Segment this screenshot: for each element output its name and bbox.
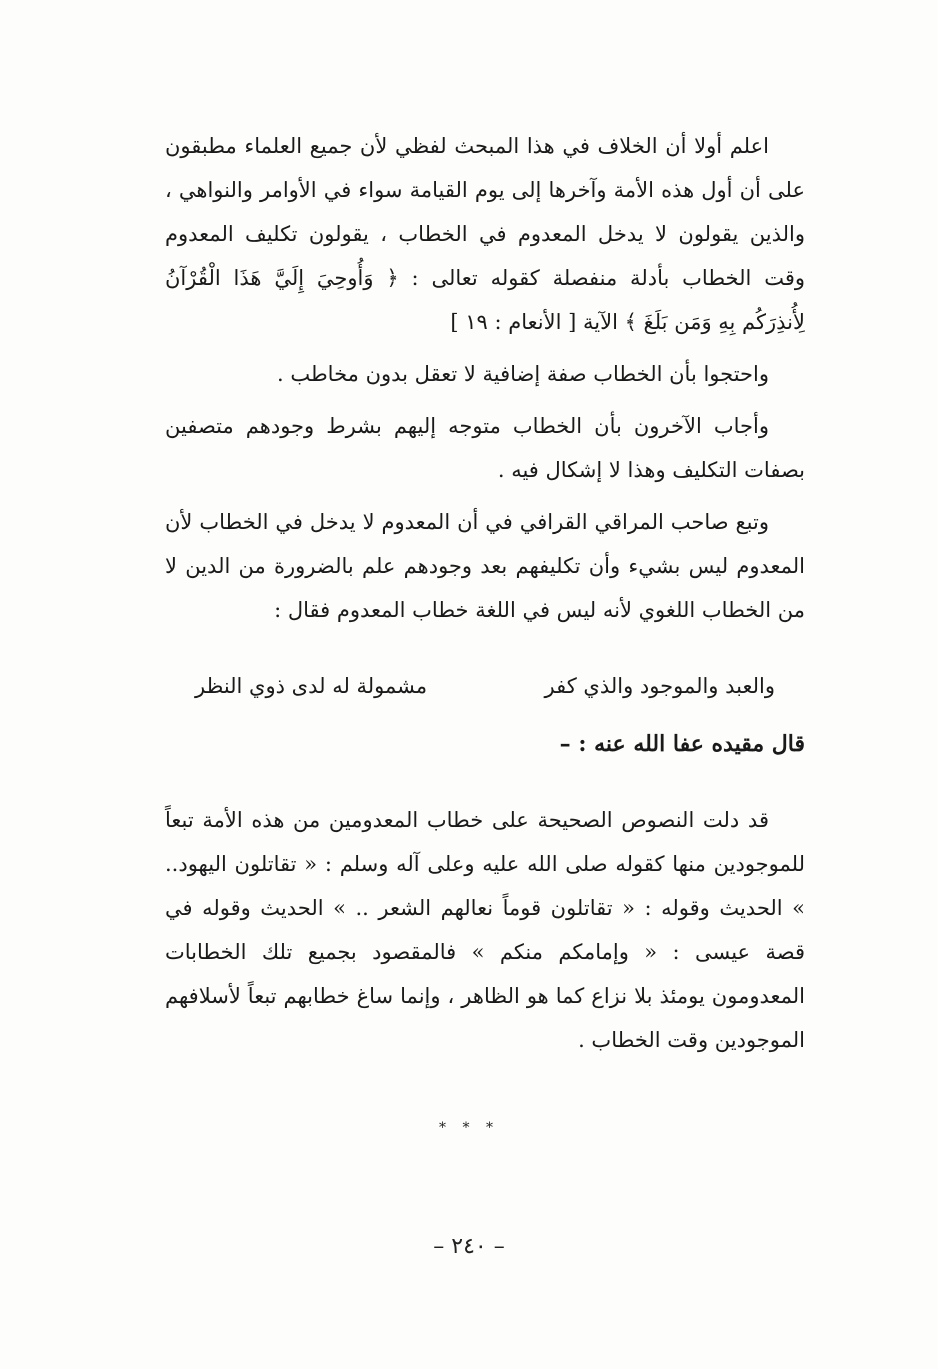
section-separator: * * * [439, 1120, 499, 1136]
page-number: – ٢٤٠ – [433, 1234, 505, 1259]
section-heading: قال مقيده عفا الله عنه : – [559, 731, 805, 757]
verse-second-hemistich: مشمولة له لدى ذوي النظر [195, 674, 428, 698]
main-text-top [165, 124, 805, 632]
paragraph-intro: اعلم أولا أن الخلاف في هذا المبحث لفظي لأن جميع العلماء مطبقون على أن أول هذه الأمة وآخرها إلى يوم القيامة سواء في الأوامر والنواهي ، والذين يقولون لا يدخل المعدوم في الخطاب ، يقولون تكليف المعدوم وقت الخطاب بأدلة منفصلة كقوله تعالى : ﴿ وَأُوحِيَ إِلَيَّ هَذَا الْقُرْآنُ لِأُنذِرَكُم بِهِ وَمَن بَلَغَ ﴾ الآية [ الأنعام : ١٩ ] [165, 134, 805, 334]
verse-first-hemistich: والعبد والموجود والذي كفر [544, 674, 775, 698]
paragraph-response: وأجاب الآخرون بأن الخطاب متوجه إليهم بشرط وجودهم متصفين بصفات التكليف وهذا لا إشكال فيه . [165, 414, 805, 482]
paragraph-argument: واحتجوا بأن الخطاب صفة إضافية لا تعقل بدون مخاطب . [277, 362, 769, 386]
paragraph-maraqi: وتبع صاحب المراقي القرافي في أن المعدوم لا يدخل في الخطاب لأن المعدوم ليس بشيء وأن تكليفهم بعد وجودهم علم بالضرورة من الدين لا من الخطاب اللغوي لأنه ليس في اللغة خطاب المعدوم فقال : [165, 510, 805, 622]
paragraph-hadith: قد دلت النصوص الصحيحة على خطاب المعدومين من هذه الأمة تبعاً للموجودين منها كقوله صلى الله عليه وعلى آله وسلم : « تقاتلون اليهود.. » الحديث وقوله : « تقاتلون قوماً نعالهم الشعر .. » الحديث وقوله في قصة عيسى : « وإمامكم منكم » فالمقصود بجميع تلك الخطابات المعدومون يومئذ بلا نزاع كما هو الظاهر ، وإنما ساغ خطابهم تبعاً لأسلافهم الموجودين وقت الخطاب . [165, 808, 805, 1052]
poetry-verse [165, 664, 805, 708]
main-text-bottom [165, 798, 805, 1062]
